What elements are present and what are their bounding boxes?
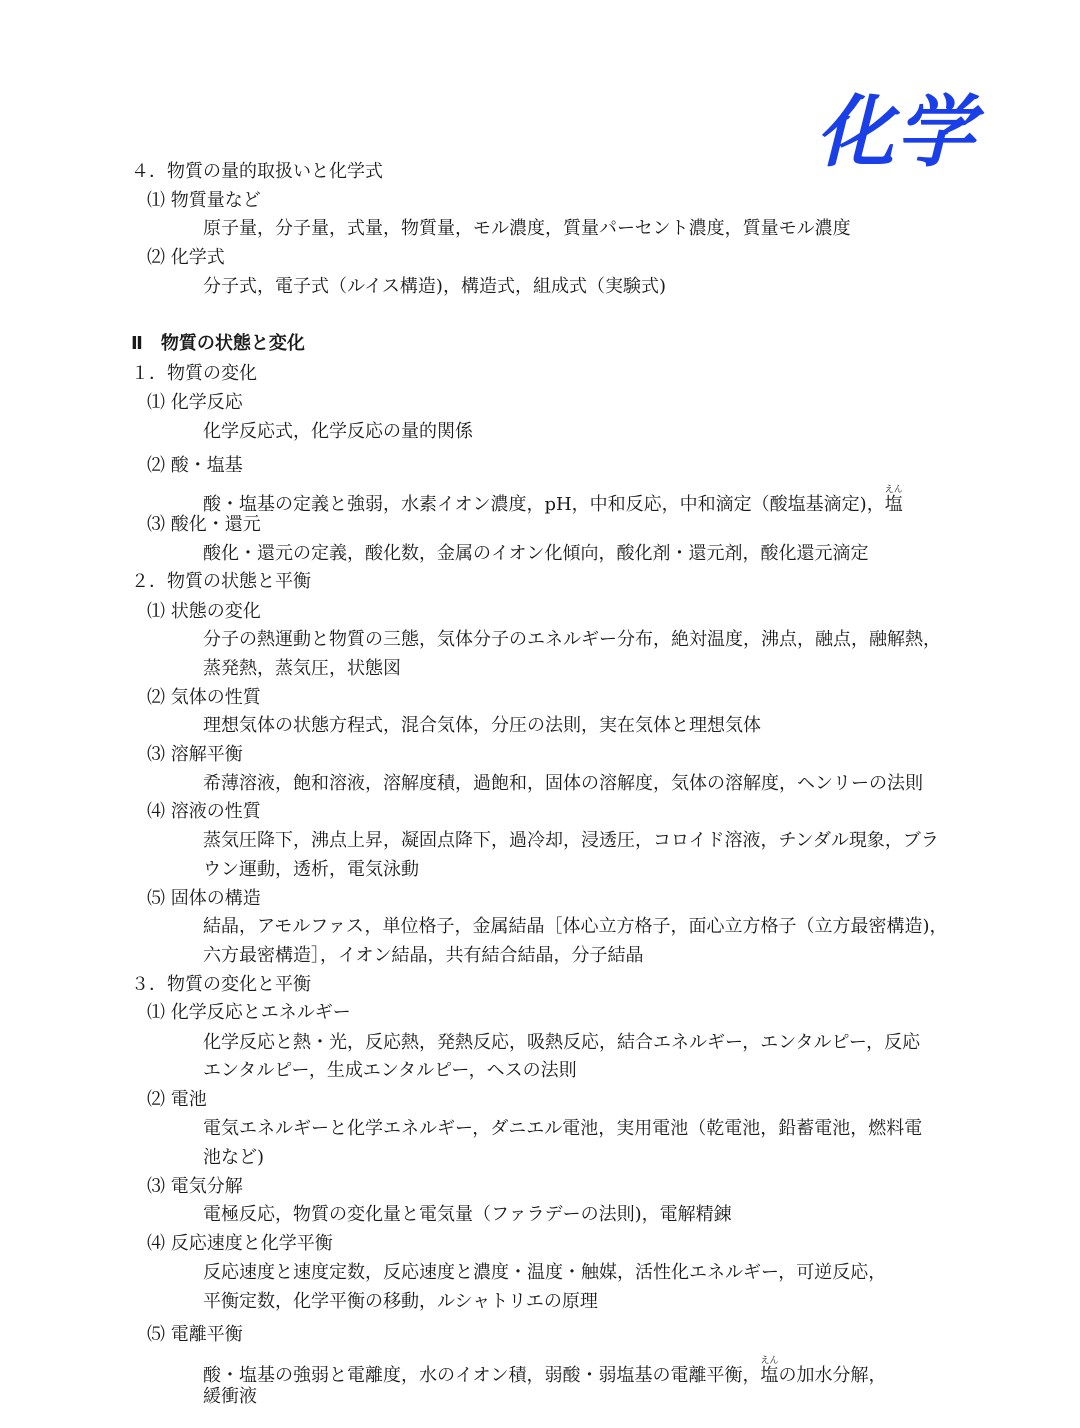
- line-text: 緩衝液: [203, 1386, 257, 1407]
- line-text: ⑷ 溶液の性質: [147, 801, 261, 822]
- subsection-heading: [147, 1088, 207, 1112]
- subsection-heading: [147, 887, 261, 911]
- line-text: Ⅱ 物質の状態と変化: [131, 333, 305, 354]
- item-text: [203, 1356, 886, 1388]
- page-title: 化学: [815, 88, 976, 178]
- item-text: [203, 1203, 732, 1227]
- item-text: [203, 858, 419, 882]
- item-text: [203, 1261, 886, 1285]
- section-heading: [131, 332, 305, 356]
- item-text: [203, 915, 947, 939]
- item-text: [203, 772, 923, 796]
- line-text: ⑴ 化学反応とエネルギー: [147, 1002, 351, 1023]
- line-text: ⑸ 電離平衡: [147, 1324, 243, 1345]
- item-text: [203, 1385, 257, 1409]
- line-text: 希薄溶液，飽和溶液，溶解度積，過飽和，固体の溶解度，気体の溶解度，ヘンリーの法則: [203, 773, 923, 794]
- ruby-annotation: 塩えん: [884, 485, 903, 515]
- item-text: [203, 485, 903, 517]
- item-text: [203, 1117, 922, 1141]
- line-text: ⑶ 溶解平衡: [147, 744, 243, 765]
- line-text: ⑴ 状態の変化: [147, 601, 261, 622]
- item-text: [203, 1059, 577, 1083]
- line-text: 六方最密構造］，イオン結晶，共有結合結晶，分子結晶: [203, 945, 644, 966]
- item-text: [203, 714, 761, 738]
- line-text: 理想気体の状態方程式，混合気体，分圧の法則，実在気体と理想気体: [203, 715, 761, 736]
- line-text: 酸・塩基の強弱と電離度，水のイオン積，弱酸・弱塩基の電離平衡，: [203, 1365, 761, 1386]
- line-text: ⑵ 酸・塩基: [147, 455, 243, 476]
- line-text: 酸化・還元の定義，酸化数，金属のイオン化傾向，酸化剤・還元剤，酸化還元滴定: [203, 543, 869, 564]
- subsection-heading: [147, 189, 261, 213]
- subsection-heading: [147, 1001, 351, 1025]
- subsection-heading: [147, 454, 243, 478]
- item-text: [203, 657, 401, 681]
- subsection-heading: [147, 246, 225, 270]
- line-text: ⑸ 固体の構造: [147, 888, 261, 909]
- subsection-heading: [147, 743, 243, 767]
- section-heading: [131, 362, 257, 386]
- subsection-heading: [147, 800, 261, 824]
- line-text: ⑶ 電気分解: [147, 1176, 243, 1197]
- line-text: ⑴ 物質量など: [147, 190, 261, 211]
- line-text: 池など): [203, 1147, 265, 1168]
- subsection-heading: [147, 1232, 333, 1256]
- line-text: 蒸気圧降下，沸点上昇，凝固点降下，過冷却，浸透圧，コロイド溶液，チンダル現象，ブラ: [203, 830, 939, 851]
- section-heading: [131, 973, 311, 997]
- line-text: ３．物質の変化と平衡: [131, 974, 311, 995]
- line-text: 結晶，アモルファス，単位格子，金属結晶［体心立方格子，面心立方格子（立方最密構造)，: [203, 916, 948, 937]
- line-text: ２．物質の状態と平衡: [131, 571, 311, 592]
- line-text: １．物質の変化: [131, 363, 257, 384]
- line-text: ⑵ 化学式: [147, 247, 225, 268]
- item-text: [203, 1290, 598, 1314]
- item-text: [203, 275, 666, 299]
- section-heading: [131, 160, 383, 184]
- line-text: エンタルピー，生成エンタルピー，ヘスの法則: [203, 1060, 577, 1081]
- line-text: 電気エネルギーと化学エネルギー，ダニエル電池，実用電池（乾電池，鉛蓄電池，燃料電: [203, 1118, 923, 1139]
- line-text: ⑵ 気体の性質: [147, 687, 261, 708]
- line-text: ⑴ 化学反応: [147, 392, 243, 413]
- line-text: ⑶ 酸化・還元: [147, 514, 261, 535]
- line-text: 分子式，電子式（ルイス構造)，構造式，組成式（実験式): [203, 276, 666, 297]
- item-text: [203, 1146, 264, 1170]
- line-text: ４．物質の量的取扱いと化学式: [131, 161, 383, 182]
- subsection-heading: [147, 1323, 243, 1347]
- subsection-heading: [147, 686, 261, 710]
- line-text: 蒸発熱，蒸気圧，状態図: [203, 658, 401, 679]
- subsection-heading: [147, 1175, 243, 1199]
- line-text: ウン運動，透析，電気泳動: [203, 859, 419, 880]
- line-text: 酸・塩基の定義と強弱，水素イオン濃度，pH，中和反応，中和滴定（酸塩基滴定)，: [203, 494, 885, 515]
- item-text: [203, 542, 868, 566]
- line-text: 反応速度と速度定数，反応速度と濃度・温度・触媒，活性化エネルギー，可逆反応，: [203, 1262, 887, 1283]
- item-text: [203, 217, 851, 241]
- item-text: [203, 829, 939, 853]
- ruby-annotation: 塩えん: [760, 1356, 779, 1386]
- line-text: 原子量，分子量，式量，物質量，モル濃度，質量パーセント濃度，質量モル濃度: [203, 218, 851, 239]
- line-text: 化学反応式，化学反応の量的関係: [203, 421, 473, 442]
- subsection-heading: [147, 391, 243, 415]
- line-text: 電極反応，物質の変化量と電気量（ファラデーの法則)，電解精錬: [203, 1204, 732, 1225]
- line-text: ⑵ 電池: [147, 1089, 207, 1110]
- line-text: 分子の熱運動と物質の三態，気体分子のエネルギー分布，絶対温度，沸点，融点，融解熱，: [203, 629, 941, 650]
- item-text: [203, 420, 473, 444]
- section-heading: [131, 570, 311, 594]
- line-text: 化学反応と熱・光，反応熱，発熱反応，吸熱反応，結合エネルギー，エンタルピー，反応: [203, 1032, 921, 1053]
- line-text: ⑷ 反応速度と化学平衡: [147, 1233, 333, 1254]
- item-text: [203, 1031, 920, 1055]
- line-text-after: の加水分解，: [778, 1365, 887, 1386]
- item-text: [203, 944, 643, 968]
- subsection-heading: [147, 600, 261, 624]
- item-text: [203, 628, 941, 652]
- line-text: 平衡定数，化学平衡の移動，ルシャトリエの原理: [203, 1291, 598, 1312]
- subsection-heading: [147, 513, 261, 537]
